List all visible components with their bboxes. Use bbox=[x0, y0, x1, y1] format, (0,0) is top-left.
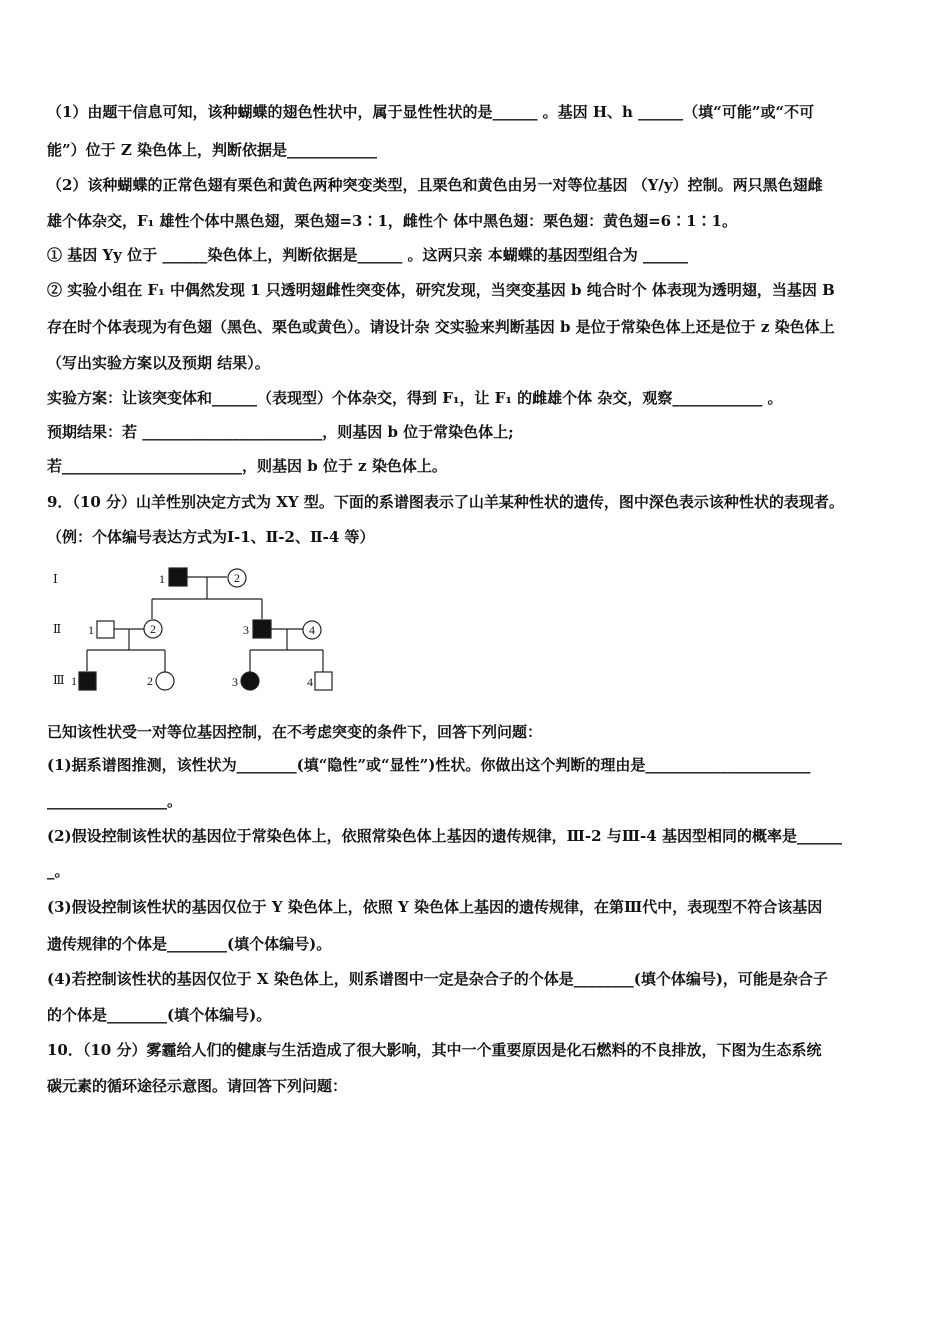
individual-II-3 bbox=[253, 620, 271, 638]
gen3-label-3: 3 bbox=[232, 675, 238, 689]
generation-label-I: Ⅰ bbox=[53, 572, 58, 586]
gen3-label-1: 1 bbox=[71, 674, 77, 688]
line-14: 已知该性状受一对等位基因控制，在不考虑突变的条件下，回答下列问题： bbox=[47, 723, 543, 741]
line-10: 预期结果：若 ________________________，则基因 b 位于常染色体上; bbox=[47, 423, 514, 441]
line-1: （1）由题干信息可知，该种蝴蝶的翅色性状中，属于显性性状的是______ 。基因 H、h ______（填“可能”或“不可 bbox=[47, 103, 815, 121]
line-13: （例：个体编号表达方式为Ⅰ-1、Ⅱ-2、Ⅱ-4 等） bbox=[47, 528, 375, 546]
line-7: 存在时个体表现为有色翅（黑色、栗色或黄色）。请设计杂 交实验来判断基因 b 是位于常染色体上还是位于 z 染色体上 bbox=[47, 318, 835, 336]
individual-III-4 bbox=[315, 672, 332, 690]
line-17: (2)假设控制该性状的基因位于常染色体上，依照常染色体上基因的遗传规律，Ⅲ-2 与Ⅲ-4 基因型相同的概率是______ bbox=[47, 827, 842, 845]
pedigree-chart bbox=[46, 560, 346, 700]
generation-label-II: Ⅱ bbox=[53, 622, 62, 636]
individual-III-2 bbox=[156, 672, 174, 690]
gen1-label-2: 2 bbox=[234, 571, 240, 585]
line-2: 能”）位于 Z 染色体上，判断依据是____________ bbox=[47, 141, 378, 159]
line-15: (1)据系谱图推测，该性状为________(填“隐性”或“显性”)性状。你做出这个判断的理由是______________________ bbox=[47, 756, 811, 774]
gen2-label-1: 1 bbox=[88, 623, 94, 637]
line-19: (3)假设控制该性状的基因仅位于 Y 染色体上，依照 Y 染色体上基因的遗传规律，在第Ⅲ代中，表现型不符合该基因 bbox=[47, 898, 823, 916]
gen2-label-2: 2 bbox=[150, 622, 156, 636]
gen3-label-2: 2 bbox=[147, 674, 153, 688]
line-5: ① 基因 Yy 位于 ______染色体上，判断依据是______ 。这两只亲 本蝴蝶的基因型组合为 ______ bbox=[47, 246, 688, 264]
gen3-label-4: 4 bbox=[307, 675, 313, 689]
line-21: (4)若控制该性状的基因仅位于 X 染色体上，则系谱图中一定是杂合子的个体是________(填个体编号)，可能是杂合子 bbox=[47, 970, 828, 988]
line-18: _。 bbox=[47, 862, 70, 880]
line-3: （2）该种蝴蝶的正常色翅有栗色和黄色两种突变类型，且栗色和黄色由另一对等位基因 （Y/y）控制。两只黑色翅雌 bbox=[47, 176, 823, 194]
line-6: ② 实验小组在 F₁ 中偶然发现 1 只透明翅雌性突变体，研究发现，当突变基因 b 纯合时个 体表现为透明翅，当基因 B bbox=[47, 281, 835, 299]
line-9: 实验方案：让该突变体和______（表现型）个体杂交，得到 F₁，让 F₁ 的雌雄个体 杂交，观察____________ 。 bbox=[47, 389, 783, 407]
line-20: 遗传规律的个体是________(填个体编号)。 bbox=[47, 935, 332, 953]
gen2-label-4: 4 bbox=[309, 623, 315, 637]
line-8: （写出实验方案以及预期 结果）。 bbox=[47, 354, 270, 372]
question-10-text: 10．（10 分）雾霾给人们的健康与生活造成了很大影响，其中一个重要原因是化石燃料的不良排放，下图为生态系统 bbox=[47, 1041, 822, 1059]
question-9-text: 9．（10 分）山羊性别决定方式为 XY 型。下面的系谱图表示了山羊某种性状的遗传，图中深色表示该种性状的表现者。 bbox=[47, 493, 844, 511]
line-11: 若________________________，则基因 b 位于 z 染色体上。 bbox=[47, 457, 447, 475]
gen1-label-1: 1 bbox=[159, 572, 165, 586]
individual-III-3 bbox=[241, 672, 259, 690]
gen2-label-3: 3 bbox=[243, 623, 249, 637]
generation-label-III: Ⅲ bbox=[53, 673, 65, 687]
line-4: 雄个体杂交，F₁ 雄性个体中黑色翅，栗色翅=3∶1，雌性个 体中黑色翅：栗色翅：黄色翅=6∶1∶1。 bbox=[47, 212, 737, 230]
individual-III-1 bbox=[79, 672, 96, 690]
line-22: 的个体是________(填个体编号)。 bbox=[47, 1006, 272, 1024]
individual-II-1 bbox=[97, 621, 114, 638]
line-16: ________________。 bbox=[47, 792, 183, 810]
line-24: 碳元素的循环途径示意图。请回答下列问题： bbox=[47, 1077, 348, 1095]
individual-I-1 bbox=[169, 568, 187, 586]
